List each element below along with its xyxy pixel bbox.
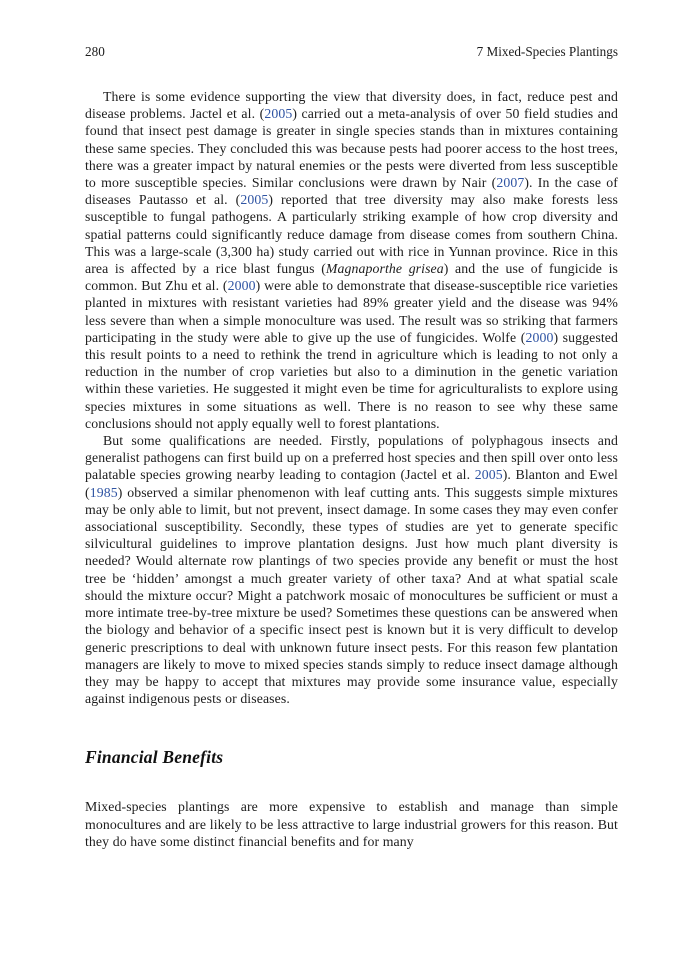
citation-year-link[interactable]: 2005	[264, 106, 293, 122]
text-run: ) reported that tree diversity may also make forests less susceptible to fungal pathogens. A particularly striking example of how crop diversity and spatial patterns could significantly reduce damage from disease comes from southern China. This was a large-scale (3,300 ha) study carried out with rice in Yunnan province. Rice in this area is affected by a rice blast fungus (	[85, 192, 618, 277]
page-content	[85, 44, 618, 850]
section-text-block	[85, 798, 618, 850]
text-run: There is some evidence supporting the view that diversity does, in fact, reduce pest and disease problems. Jactel et al. (	[85, 89, 618, 122]
citation-year-link[interactable]: 2000	[227, 278, 256, 294]
citation-year-link[interactable]: 2007	[496, 175, 525, 191]
paragraph	[85, 798, 618, 850]
citation-year-link[interactable]: 2000	[525, 329, 554, 345]
text-run: ). In the case of diseases Pautasso et al. (	[85, 175, 618, 208]
citation-year-link[interactable]: 2005	[474, 467, 503, 483]
running-header	[85, 44, 618, 60]
text-run: But some qualifications are needed. Firstly, populations of polyphagous insects and generalist pathogens can first build up on a preferred host species and then spill over onto less palatable species growing nearby leading to contagion (Jactel et al.	[85, 433, 618, 483]
page-number: 280	[85, 44, 105, 59]
section-heading: Financial Benefits	[85, 747, 224, 768]
text-run: Mixed-species plantings are more expensive to establish and manage than simple monocultures and are likely to be less attractive to large industrial growers for this reason. But they do have some distinct financial benefits and for many	[85, 799, 618, 849]
text-run: ) observed a similar phenomenon with leaf cutting ants. This suggests simple mixtures may be only able to limit, but not prevent, insect damage. In some cases they may even confer associational susceptibility. Secondly, these types of studies are yet to generate specific silvicultural guidelines to improve plantation designs. Just how much plant diversity is needed? Would alternate row plantings of two species provide any benefit or must the host tree be ‘hidden’ amongst a much greater variety of other taxa? And at what spatial scale should the mixture occur? Might a patchwork mosaic of monocultures be sufficient or must a more intimate tree-by-tree mixture be used? Sometimes these questions can be answered when the biology and behavior of a specific insect pest is known but it is very difficult to develop generic prescriptions to deal with unknown future insect pests. For this reason few plantation managers are likely to move to mixed species stands simply to reduce insect damage although they may be happy to accept that mixtures may provide some insurance value, especially against indigenous pests or diseases.	[85, 484, 618, 707]
text-run: ) suggested this result points to a need to rethink the trend in agriculture which is leading to not only a reduction in the number of crop varieties but also to a diminution in the genetic variation within these varieties. He suggested it might even be time for agriculturalists to explore using species mixtures in some situations as well. There is no reason to see why these same conclusions should not apply equally well to forest plantations.	[85, 329, 618, 431]
main-text-block	[85, 88, 618, 707]
text-run: ). Blanton and Ewel (	[85, 467, 618, 500]
species-name: Magnaporthe grisea	[325, 261, 444, 277]
text-run: ) were able to demonstrate that disease-susceptible rice varieties planted in mixtures with resistant varieties had 89% greater yield and the disease was 94% less severe than when a simple monoculture was used. The result was so striking that farmers participating in the study were able to give up the use of fungicides. Wolfe (	[85, 278, 618, 345]
running-title: 7 Mixed-Species Plantings	[476, 44, 618, 59]
paragraph	[85, 432, 618, 707]
citation-year-link[interactable]: 2005	[240, 192, 269, 208]
text-run: ) carried out a meta-analysis of over 50 field studies and found that insect pest damage is greater in single species stands than in mixtures containing these same species. They concluded this was because pests had poorer access to the host trees, there was a greater impact by natural enemies or the pests were diverted from less susceptible to more susceptible species. Similar conclusions were drawn by Nair (	[85, 106, 618, 191]
citation-year-link[interactable]: 1985	[89, 484, 118, 500]
text-run: ) and the use of fungicide is common. But Zhu et al. (	[85, 261, 618, 294]
paragraph	[85, 88, 618, 432]
